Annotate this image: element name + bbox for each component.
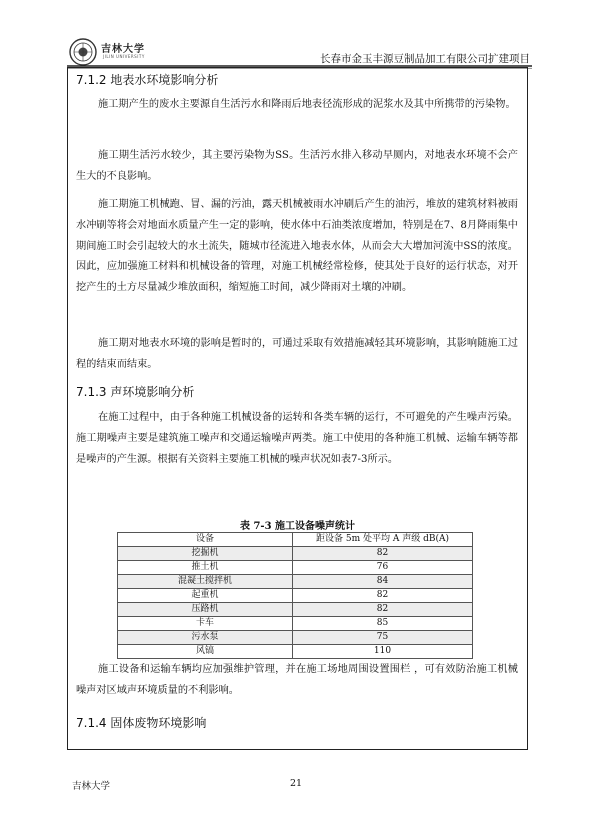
cell-level: 110 [293,645,473,659]
table-row [118,575,473,589]
cell-level: 75 [293,631,473,645]
university-seal-icon [69,38,97,66]
table-header-row [118,533,473,547]
table-row [118,603,473,617]
table-row [118,617,473,631]
page-header [67,36,532,66]
paragraph: 施工设备和运输车辆均应加强维护管理，并在施工场地周围设置围栏 ，可有效防治施工机械噪声对区域声环境质量的不利影响。 [76,664,518,696]
cell-level: 82 [293,589,473,603]
cell-level: 76 [293,561,473,575]
cell-equipment: 挖掘机 [118,547,293,561]
section-heading-solid-waste: 7.1.4 固体废物环境影响 [76,716,207,730]
table-row [118,645,473,659]
section-heading-surface-water: 7.1.2 地表水环境影响分析 [76,73,219,87]
paragraph: 施工期生活污水较少，其主要污染物为SS。生活污水排入移动早厕内，对地表水环境不会产生大的不良影响。 [76,150,518,182]
project-title: 长春市金玉丰源豆制品加工有限公司扩建项目 [320,53,530,65]
cell-equipment: 风镐 [118,645,293,659]
section-heading-acoustic: 7.1.3 声环境影响分析 [76,385,195,399]
page-number: 21 [290,778,303,789]
paragraph: 在施工过程中，由于各种施工机械设备的运转和各类车辆的运行，不可避免的产生噪声污染。施工期噪声主要是建筑施工噪声和交通运输噪声两类。施工中使用的各种施工机械、运输车辆等都是噪声的产生源。根据有关资料主要施工机械的噪声状况如表7-3所示。 [76,412,518,465]
column-header-equipment: 设备 [118,533,293,547]
column-header-sound-level: 距设备 5m 处平均 A 声级 dB(A) [293,533,473,547]
university-logo-text: 吉林大学 [101,44,145,55]
noise-table [117,532,473,659]
cell-equipment: 推土机 [118,561,293,575]
table-row [118,631,473,645]
cell-equipment: 压路机 [118,603,293,617]
paragraph: 施工期产生的废水主要源自生活污水和降雨后地表径流形成的泥浆水及其中所携带的污染物。 [98,99,516,110]
table-row [118,561,473,575]
cell-equipment: 起重机 [118,589,293,603]
paragraph: 施工期对地表水环境的影响是暂时的，可通过采取有效措施减轻其环境影响，其影响随施工过程的结束而结束。 [76,338,518,370]
cell-level: 82 [293,603,473,617]
table-row [118,589,473,603]
table-caption: 表 7-3 施工设备噪声统计 [239,521,356,532]
cell-equipment: 混凝土搅拌机 [118,575,293,589]
cell-level: 85 [293,617,473,631]
cell-equipment: 污水泵 [118,631,293,645]
footer-university: 吉林大学 [72,781,111,792]
cell-level: 84 [293,575,473,589]
university-logo-subtext: JILIN UNIVERSITY [103,54,145,59]
cell-equipment: 卡车 [118,617,293,631]
paragraph: 施工期施工机械跑、冒、漏的污油，露天机械被雨水冲刷后产生的油污，堆放的建筑材料被雨水冲刷等将会对地面水质量产生一定的影响，使水体中石油类浓度增加，特别是在7、8月降雨集中期间施工时会引起较大的水土流失，随城市径流进入地表水体，从而会大大增加河流中SS的浓度。因此，应加强施工材料和机械设备的管理，对施工机械经常检修，使其处于良好的运行状态，对开挖产生的土方尽量减少堆放面积，缩短施工时间，减少降雨对土壤的冲刷。 [76,199,518,294]
cell-level: 82 [293,547,473,561]
table-row [118,547,473,561]
